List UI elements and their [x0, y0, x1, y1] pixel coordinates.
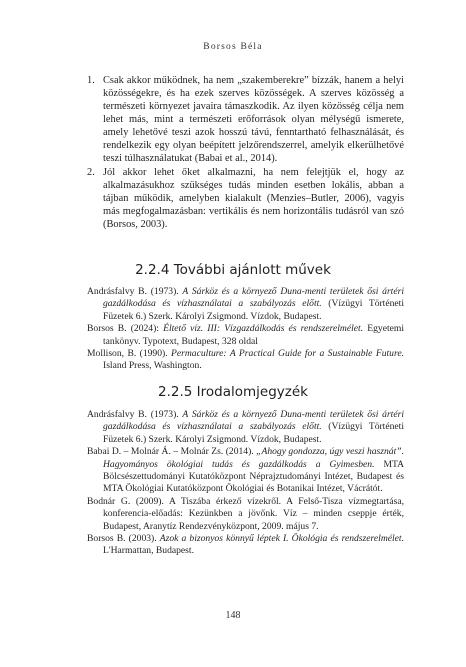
reference-title: Azok a bizonyos könnyű léptek I. Ökológia és rendszerelmélet. [159, 533, 404, 545]
reference-details: MTA Bölcsészettudományi Kutatóközpont Néprajztudományi Intézet, Budapest és MTA Ökológiai Kutatóközpont Ökológiai és Botanikai Intézet, Vácrátót. [103, 458, 404, 495]
bibliography-list [87, 409, 404, 558]
reference-author: Mollison, B. (1990). [87, 348, 172, 360]
reference-author: Bodnár G. (2009). A Tiszába érkező vízekről. A Felső-Tisza vízmegtartása, konferencia-előadás: Kezünkben a jövőnk. Víz – minden cseppje érték, Budapest, Aranytíz Rendezvényközpont, 2009. május 7. [87, 495, 404, 532]
running-head: Borsos Béla [203, 42, 263, 52]
reference-details: Egyetemi tankönyv. Typotext, Budapest, 328 oldal [103, 323, 404, 347]
section-heading-recommended: 2.2.4 További ajánlott művek [135, 262, 331, 278]
reference-entry [87, 286, 404, 323]
list-item-number: 1. [87, 75, 95, 86]
reference-author: Borsos B. (2003). [87, 533, 160, 545]
list-item-number: 2. [87, 167, 95, 178]
reference-title: Permaculture: A Practical Guide for a Sustainable Future. [171, 348, 404, 360]
reference-author: Babai D. – Molnár Á. – Molnár Zs. (2014). [87, 446, 257, 458]
reference-details: Island Press, Washington. [103, 360, 202, 372]
reference-entry [87, 533, 404, 558]
reference-entry [87, 348, 404, 373]
list-item [87, 166, 404, 231]
reference-entry [87, 496, 404, 533]
reference-entry [87, 409, 404, 446]
section-heading-bibliography: 2.2.5 Irodalomjegyzék [158, 384, 308, 400]
reference-details: (Vízügyi Történeti Füzetek 6.) Szerk. Károlyi Zsigmond. Vízdok, Budapest. [103, 298, 404, 322]
numbered-list [87, 74, 404, 232]
reference-entry [87, 323, 404, 348]
reference-author: Andrásfalvy B. (1973). [87, 286, 183, 297]
recommended-works-list [87, 286, 404, 373]
reference-entry [87, 446, 404, 496]
reference-details: (Vízügyi Történeti Füzetek 6.) Szerk. Károlyi Zsigmond. Vízdok, Budapest. [103, 421, 404, 445]
reference-title: Éltető víz. III: Vízgazdálkodás és rendszerelmélet. [163, 323, 364, 335]
list-item-text: Jól akkor lehet őket alkalmazni, ha nem felejtjük el, hogy az alkalmazásukhoz szükséges tudás minden esetben lokális, abban a tájban működik, amelyben kialakult (Menzies–Butler, 2006), vagyis más megfogalmazásban: vertikális és nem horizontális tudásról van szó (Borsos, 2003). [103, 167, 404, 230]
list-item [87, 74, 404, 165]
reference-title: A Sárköz és a környező Duna-menti területek ősi ártéri gazdálkodása és vízhasználatai a szabályozás előtt. [103, 286, 404, 310]
reference-author: Borsos B. (2024): [87, 323, 164, 335]
list-item-text: Csak akkor működnek, ha nem „szakemberekre” bízzák, hanem a helyi közösségekre, és ha ezek szerves közösségek. A szerves közösség a természeti környezet javaira támaszkodik. Az ilyen közösség célja nem lehet más, mint a természeti erőforrások olyan mélységű ismerete, amely lehetővé teszi azok hosszú távú, fenntartható felhasználását, és rendelkezik egy olyan beépített jelzőrendszerrel, amelyik elkerülhetővé teszi túlhasználatukat (Babai et al., 2014). [103, 75, 404, 164]
reference-details: L'Harmattan, Budapest. [103, 545, 194, 557]
reference-title: A Sárköz és a környező Duna-menti területek ősi ártéri gazdálkodása és vízhasználatai a szabályozás előtt. [103, 409, 404, 433]
reference-author: Andrásfalvy B. (1973). [87, 409, 183, 420]
page-number: 148 [225, 610, 241, 621]
reference-title: „Ahogy gondozza, úgy veszi hasznát”. Hagyományos ökológiai tudás és gazdálkodás a Gyimesben. [103, 446, 404, 470]
